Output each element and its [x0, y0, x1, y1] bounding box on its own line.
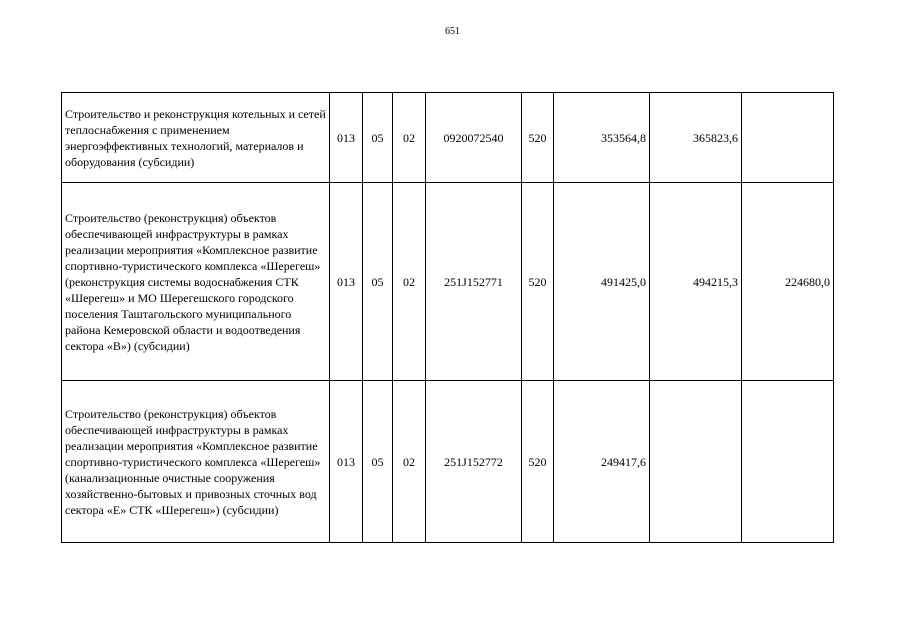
section-code-cell: 05 [363, 381, 393, 543]
table-row [62, 381, 834, 543]
amount-year3-cell: 224680,0 [742, 183, 834, 381]
subsection-code-cell: 02 [393, 183, 426, 381]
ministry-code-cell: 013 [330, 93, 363, 183]
subsection-code-cell: 02 [393, 381, 426, 543]
subsection-code-cell: 02 [393, 93, 426, 183]
amount-year1-cell: 491425,0 [554, 183, 650, 381]
expense-type-cell: 520 [522, 93, 554, 183]
ministry-code-cell: 013 [330, 381, 363, 543]
target-article-cell: 0920072540 [426, 93, 522, 183]
ministry-code-cell: 013 [330, 183, 363, 381]
budget-table [61, 92, 834, 543]
amount-year1-cell: 353564,8 [554, 93, 650, 183]
section-code-cell: 05 [363, 183, 393, 381]
amount-year3-cell [742, 93, 834, 183]
page-number: 651 [445, 26, 460, 37]
section-code-cell: 05 [363, 93, 393, 183]
expense-name-cell: Строительство (реконструкция) объектов обеспечивающей инфраструктуры в рамках реализации мероприятия «Комплексное развитие спортивно-туристического комплекса «Шерегеш» (канализационные очистные сооружения хозяйственно-бытовых и привозных сточных вод сектора «Е» СТК «Шерегеш») (субсидии) [62, 381, 330, 543]
table-row [62, 183, 834, 381]
expense-name-cell: Строительство (реконструкция) объектов обеспечивающей инфраструктуры в рамках реализации мероприятия «Комплексное развитие спортивно-туристического комплекса «Шерегеш» (реконструкция системы водоснабжения СТК «Шерегеш» и МО Шерегешского городского поселения Таштагольского муниципального района Кемеровской области и водоотведения сектора «В») (субсидии) [62, 183, 330, 381]
target-article-cell: 251J152771 [426, 183, 522, 381]
expense-type-cell: 520 [522, 381, 554, 543]
expense-type-cell: 520 [522, 183, 554, 381]
amount-year2-cell: 365823,6 [650, 93, 742, 183]
amount-year3-cell [742, 381, 834, 543]
target-article-cell: 251J152772 [426, 381, 522, 543]
amount-year2-cell [650, 381, 742, 543]
table-row [62, 93, 834, 183]
expense-name-cell: Строительство и реконструкция котельных и сетей теплоснабжения с применением энергоэффективных технологий, материалов и оборудования (субсидии) [62, 93, 330, 183]
amount-year2-cell: 494215,3 [650, 183, 742, 381]
amount-year1-cell: 249417,6 [554, 381, 650, 543]
